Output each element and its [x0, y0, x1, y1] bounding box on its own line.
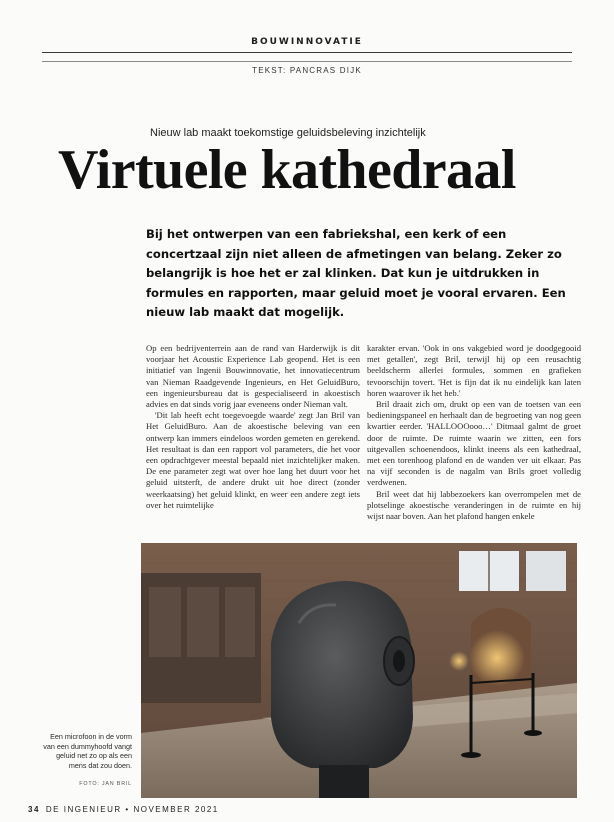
body-paragraph: 'Dit lab heeft echt toegevoegde waarde' zegt Jan Bril van Het GeluidBuro. Aan de akoestische beleving van een ontwerp kan immers eindeloos worden gemeten en gerekend. Het resultaat is dan een rapport vol parameters, die het voor een opdrachtgever meestal bepaald niet inzichtelijker maken. De ene parameter zegt wat over hoe lang het duurt voor het geluid uitsterft, de andere drukt uit hoe direct (zonder weerkaatsing) het geluid klinkt, en weer een andere zegt iets over het ruimtelijke [146, 410, 360, 510]
photo-caption: Een microfoon in de vorm van een dummyhoofd vangt geluid net zo op als een mens dat zou doen. [43, 732, 132, 770]
body-paragraph: Bril weet dat hij labbezoekers kan overrompelen met de plotselinge akoestische veranderingen in de ruimte en hij wijst naar boven. Aan het plafond hangen enkele [367, 488, 581, 522]
body-paragraph: Op een bedrijventerrein aan de rand van Harderwijk is dit voorjaar het Acoustic Experience Lab geopend. Het is een initiatief van Ingenii Bouwinnovatie, het innovatiecentrum van Nieman Raadgevende Ingenieurs, en Het GeluidBuro, een ingenieursbureau dat is gespecialiseerd in akoestisch advies en dat sinds vorig jaar eveneens onder Nieman valt. [146, 343, 360, 410]
dummy-head-microphone-photo [141, 543, 577, 798]
body-column-1 [146, 343, 360, 511]
publication-info: DE INGENIEUR • NOVEMBER 2021 [45, 805, 219, 814]
author-credit: TEKST: PANCRAS DIJK [252, 66, 362, 75]
page-number: 34 [28, 805, 40, 814]
page-footer [28, 805, 219, 814]
lead-paragraph: Bij het ontwerpen van een fabriekshal, een kerk of een concertzaal zijn niet alleen de afmetingen van belang. Zeker zo belangrijk is hoe het er zal klinken. Dat kun je uitdrukken in formules en rapporten, maar geluid moet je vooral ervaren. Een nieuw lab maakt dat mogelijk. [146, 227, 566, 319]
body-paragraph: Bril draait zich om, drukt op een van de toetsen van een bedieningspaneel en herhaalt dan de begroeting van nog geen kwartier eerder. 'HALLOOOooo…' Ditmaal galmt de groet door de ruimte. De ruimte waarin we zitten, een fors uitgevallen schoenendoos, klinkt ineens als een kathedraal, met een torenhoog plafond en de wanden ver uit elkaar. Pas na vijf seconden is de nagalm van Brils groet volledig verdwenen. [367, 399, 581, 488]
photo-illustration [141, 543, 577, 798]
body-column-2 [367, 343, 581, 522]
headline: Virtuele kathedraal [58, 139, 516, 201]
header-rule-top [42, 52, 572, 53]
body-paragraph: karakter ervan. 'Ook in ons vakgebied word je doodgegooid met getallen', zegt Bril, terwijl hij op een reusachtig beeldscherm allerlei formules, sommen en grafieken tevoorschijn tovert. 'Het is fijn dat ik nu eindelijk kan laten horen waarover ik het heb.' [367, 343, 581, 398]
kicker: Nieuw lab maakt toekomstige geluidsbeleving inzichtelijk [150, 127, 426, 139]
header-rule-bottom [42, 61, 572, 62]
section-label: BOUWINNOVATIE [251, 37, 363, 47]
photo-credit: FOTO: JAN BRIL [79, 781, 132, 787]
